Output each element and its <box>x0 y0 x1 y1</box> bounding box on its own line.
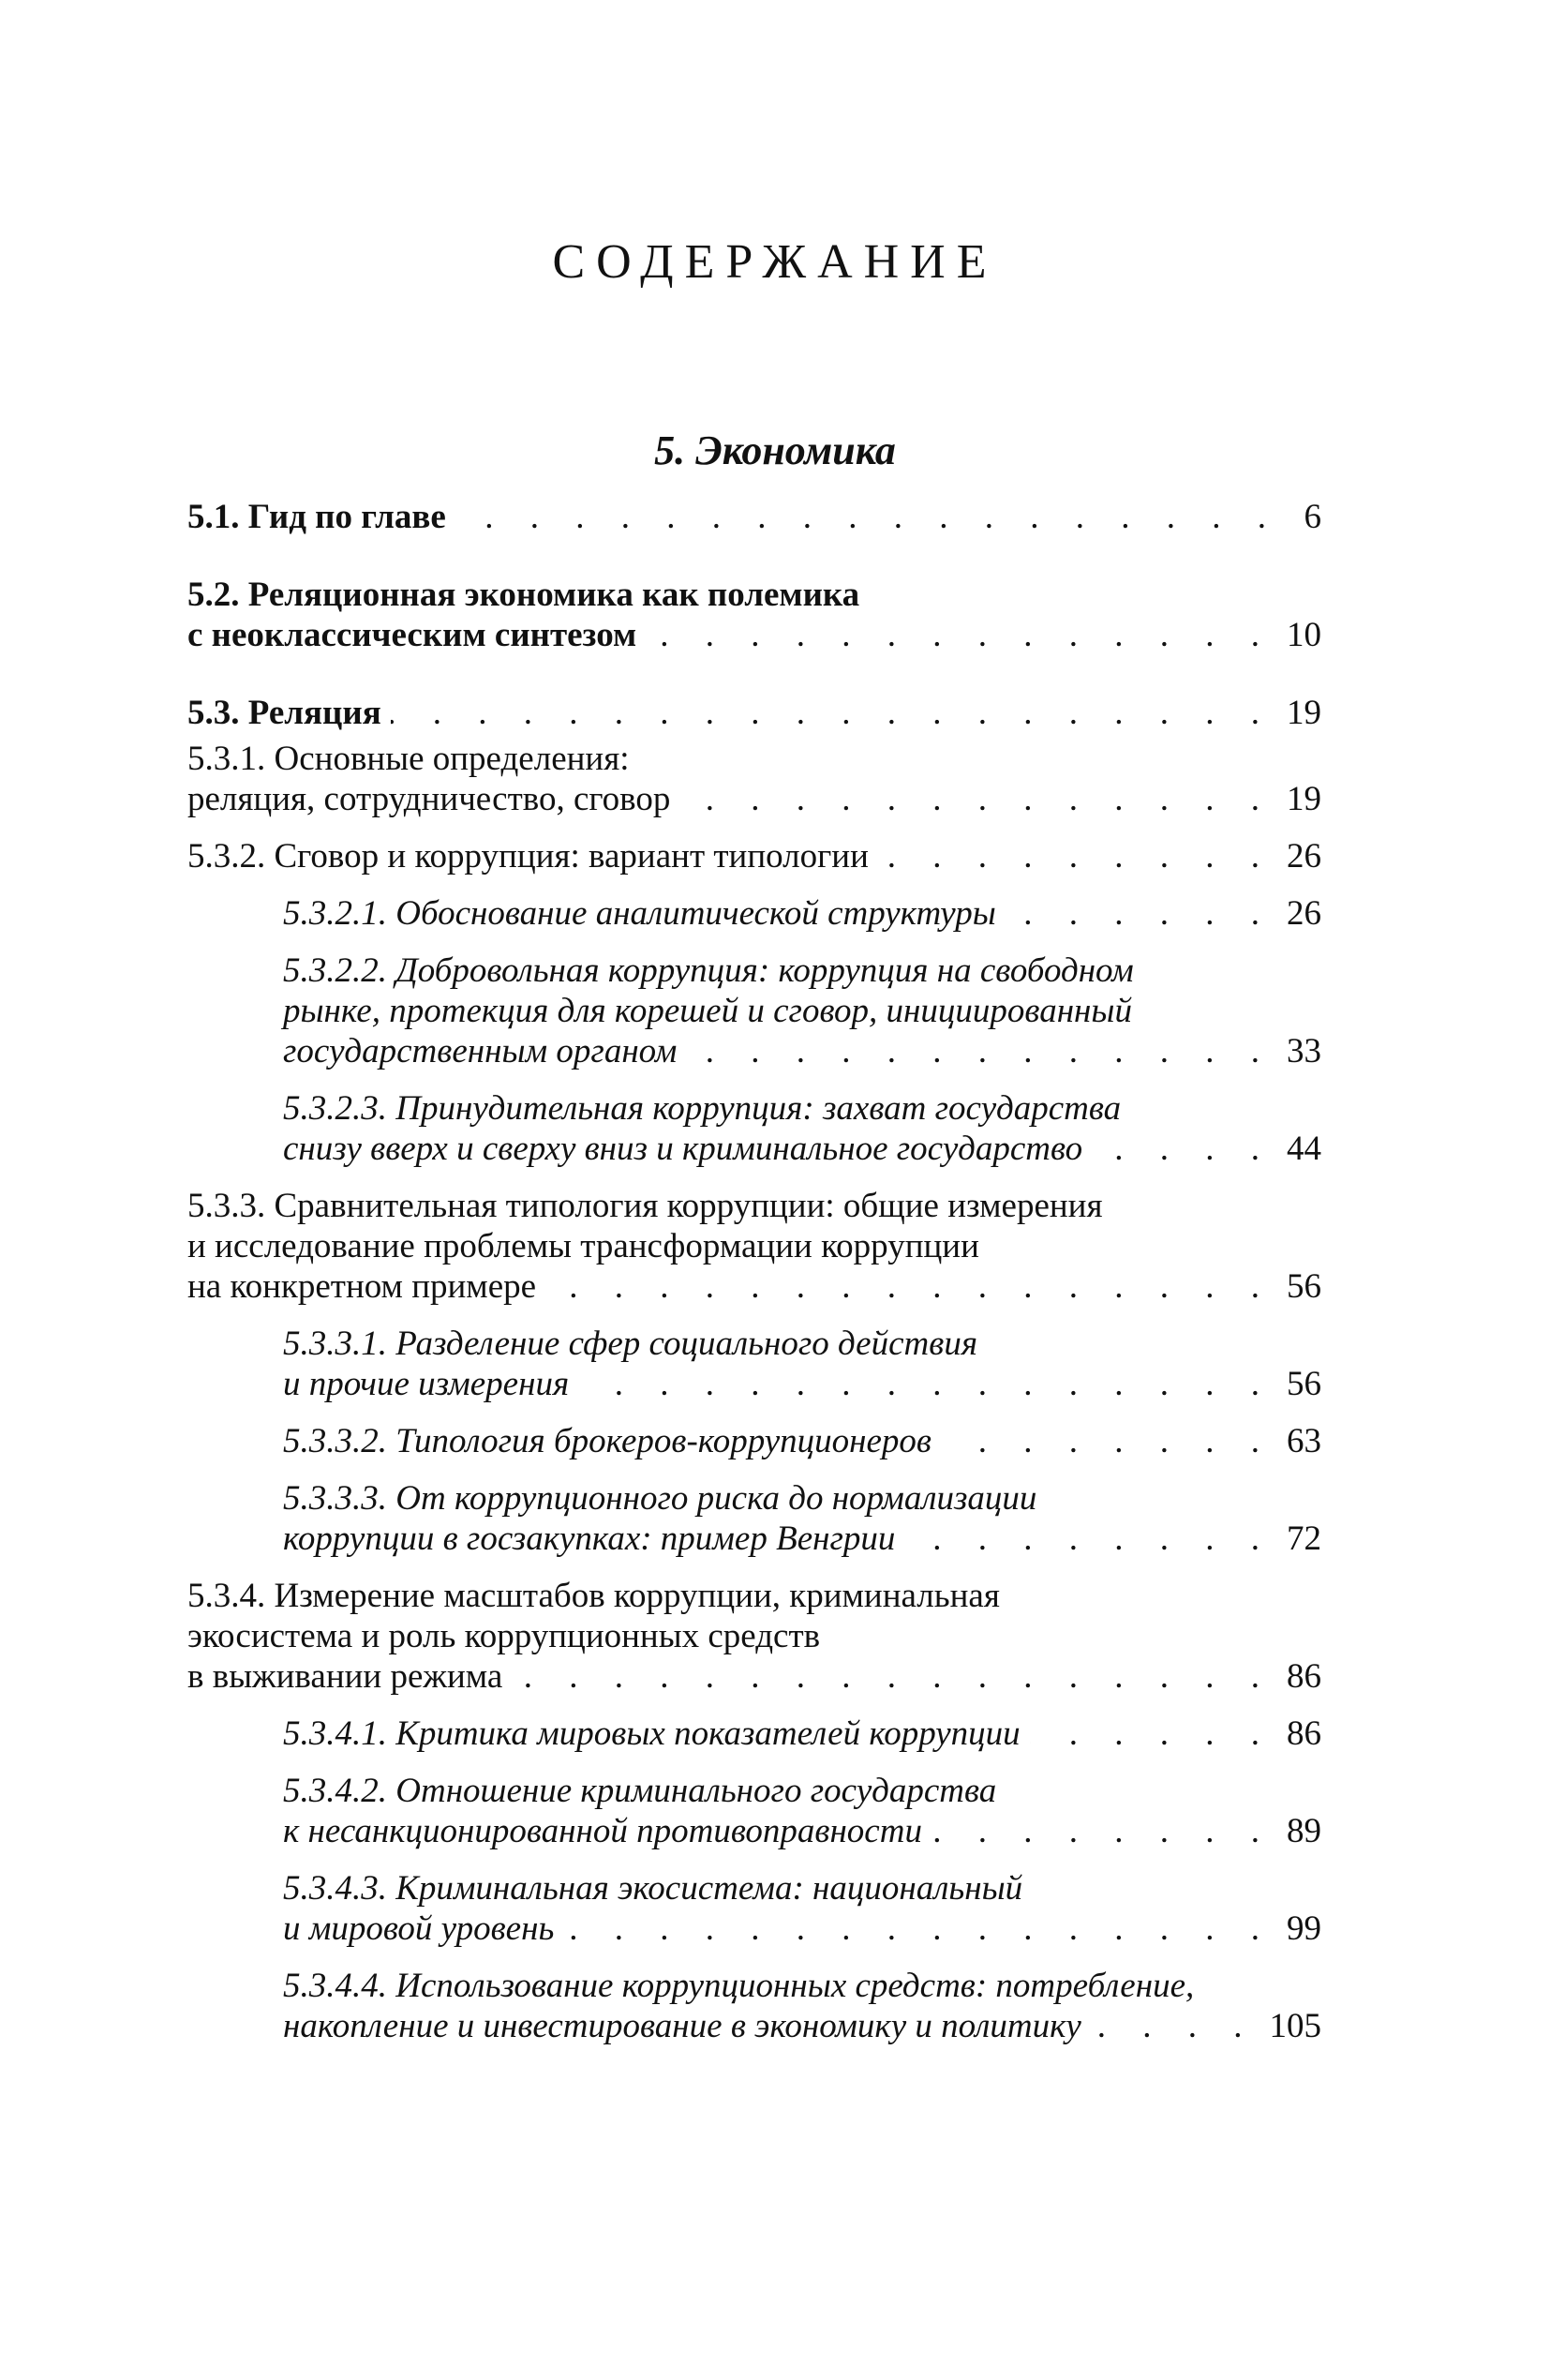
toc-entry-title-line: с неоклассическим синтезом <box>187 616 637 654</box>
toc-page-number: 6 <box>1304 498 1321 536</box>
toc-entry-title-line: и прочие измерения <box>283 1365 570 1403</box>
toc-entry-title-line: 5.3.4.4. Использование коррупционных средств: потребление, <box>283 1967 1195 2005</box>
toc-entry-title-line: рынке, протекция для корешей и сговор, инициированный <box>283 992 1132 1030</box>
toc-entry[interactable] <box>187 1868 1321 1949</box>
toc-entry[interactable] <box>187 1714 1321 1754</box>
toc-entry-title-line: и мировой уровень <box>283 1909 555 1948</box>
dot-leader <box>578 1364 1274 1404</box>
toc-entry[interactable] <box>187 1576 1321 1697</box>
toc-entry-last-line <box>283 1031 1321 1071</box>
toc-entry-title-line: 5.3.2.1. Обоснование аналитической структуры <box>283 894 996 933</box>
dot-leader <box>1030 1714 1274 1754</box>
toc-entry[interactable] <box>187 497 1321 537</box>
toc-entry[interactable] <box>187 836 1321 876</box>
toc-entry[interactable] <box>187 693 1321 733</box>
toc-entry-last-line <box>187 497 1321 537</box>
toc-page-number: 56 <box>1287 1267 1321 1306</box>
dot-leader <box>1091 2006 1257 2046</box>
toc-entry-last-line <box>187 1656 1321 1697</box>
toc-entry-last-line <box>187 779 1321 819</box>
toc-entry-last-line <box>187 693 1321 733</box>
toc-entry[interactable] <box>187 1478 1321 1559</box>
toc-entry-title-line: 5.3.3. Сравнительная типология коррупции: общие измерения <box>187 1187 1103 1225</box>
toc-entry-title-line: 5.3.4.2. Отношение криминального государства <box>283 1772 997 1810</box>
page-title: СОДЕРЖАНИЕ <box>552 235 998 289</box>
toc-page-number: 26 <box>1287 837 1321 876</box>
toc-entry[interactable] <box>187 575 1321 655</box>
toc-page-number: 56 <box>1287 1365 1321 1403</box>
toc-entry-title-line: экосистема и роль коррупционных средств <box>187 1617 821 1655</box>
toc-page-number: 86 <box>1287 1714 1321 1753</box>
toc-entry-last-line <box>283 1364 1321 1404</box>
toc-entry[interactable] <box>187 951 1321 1071</box>
toc-entry[interactable] <box>187 893 1321 934</box>
dot-leader <box>878 836 1274 876</box>
dot-leader <box>563 1908 1274 1949</box>
toc-page-number: 99 <box>1287 1909 1321 1948</box>
dot-leader <box>545 1266 1274 1307</box>
toc-entry-last-line <box>283 893 1321 934</box>
toc-entry[interactable] <box>187 1324 1321 1404</box>
dot-leader <box>391 693 1274 733</box>
chapter-title: 5. Экономика <box>654 427 896 473</box>
toc-entry[interactable] <box>187 1088 1321 1169</box>
toc-entry[interactable] <box>187 1186 1321 1307</box>
toc-page-number: 44 <box>1287 1130 1321 1168</box>
toc-entry-title-line: государственным органом <box>283 1032 678 1070</box>
table-of-contents <box>187 497 1321 2046</box>
dot-leader <box>686 1031 1274 1071</box>
toc-entry-last-line <box>283 1129 1321 1169</box>
toc-page-number: 26 <box>1287 894 1321 933</box>
toc-entry-last-line <box>283 2006 1321 2046</box>
toc-page-number: 105 <box>1269 2007 1321 2045</box>
toc-entry-title-line: 5.3.2. Сговор и коррупция: вариант типологии <box>187 837 869 876</box>
toc-entry-last-line <box>187 836 1321 876</box>
toc-page-number: 19 <box>1287 694 1321 732</box>
toc-entry-title-line: на конкретном примере <box>187 1267 537 1306</box>
toc-entry-last-line <box>187 615 1321 655</box>
dot-leader <box>455 497 1280 537</box>
toc-entry-title-line: снизу вверх и сверху вниз и криминальное государство <box>283 1130 1083 1168</box>
toc-entry-last-line <box>187 1266 1321 1307</box>
toc-entry[interactable] <box>187 1966 1321 2046</box>
toc-entry[interactable] <box>187 739 1321 819</box>
toc-entry-title-line: 5.3.4. Измерение масштабов коррупции, криминальная <box>187 1577 1000 1615</box>
toc-entry-last-line <box>283 1908 1321 1949</box>
dot-leader <box>904 1519 1274 1559</box>
toc-entry-title-line: и исследование проблемы трансформации коррупции <box>187 1227 979 1265</box>
toc-entry-title-line: коррупции в госзакупках: пример Венгрии <box>283 1519 896 1558</box>
toc-page-number: 72 <box>1287 1519 1321 1558</box>
toc-entry-title-line: 5.2. Реляционная экономика как полемика <box>187 576 860 614</box>
toc-page-number: 63 <box>1287 1422 1321 1460</box>
toc-entry-last-line <box>283 1421 1321 1461</box>
toc-entry-last-line <box>283 1519 1321 1559</box>
toc-entry-title-line: в выживании режима <box>187 1657 503 1696</box>
toc-entry-last-line <box>283 1714 1321 1754</box>
toc-entry-title-line: к несанкционированной противоправности <box>283 1812 922 1850</box>
dot-leader <box>512 1656 1274 1697</box>
toc-page-number: 19 <box>1287 780 1321 818</box>
dot-leader <box>646 615 1274 655</box>
toc-entry-title-line: реляция, сотрудничество, сговор <box>187 780 671 818</box>
toc-entry-title-line: 5.3.4.1. Критика мировых показателей коррупции <box>283 1714 1021 1753</box>
toc-page-number: 86 <box>1287 1657 1321 1696</box>
toc-page-number: 10 <box>1287 616 1321 654</box>
toc-page-number: 89 <box>1287 1812 1321 1850</box>
toc-entry-title-line: 5.3. Реляция <box>187 694 381 732</box>
toc-entry-title-line: 5.3.3.2. Типология брокеров-коррупционеров <box>283 1422 931 1460</box>
dot-leader <box>941 1421 1274 1461</box>
dot-leader <box>1006 893 1274 934</box>
toc-entry[interactable] <box>187 1421 1321 1461</box>
toc-entry-title-line: 5.3.4.3. Криминальная экосистема: национальный <box>283 1869 1023 1908</box>
dot-leader <box>931 1811 1274 1851</box>
toc-entry[interactable] <box>187 1771 1321 1851</box>
dot-leader <box>1092 1129 1274 1169</box>
toc-entry-title-line: 5.1. Гид по главе <box>187 498 446 536</box>
toc-page-number: 33 <box>1287 1032 1321 1070</box>
toc-entry-title-line: накопление и инвестирование в экономику и политику <box>283 2007 1081 2045</box>
toc-entry-last-line <box>283 1811 1321 1851</box>
dot-leader <box>679 779 1274 819</box>
toc-entry-title-line: 5.3.2.3. Принудительная коррупция: захват государства <box>283 1089 1122 1128</box>
toc-entry-title-line: 5.3.3.1. Разделение сфер социального действия <box>283 1325 978 1363</box>
toc-entry-title-line: 5.3.2.2. Добровольная коррупция: коррупция на свободном <box>283 951 1134 990</box>
toc-entry-title-line: 5.3.3.3. От коррупционного риска до нормализации <box>283 1479 1037 1518</box>
toc-entry-title-line: 5.3.1. Основные определения: <box>187 740 630 778</box>
